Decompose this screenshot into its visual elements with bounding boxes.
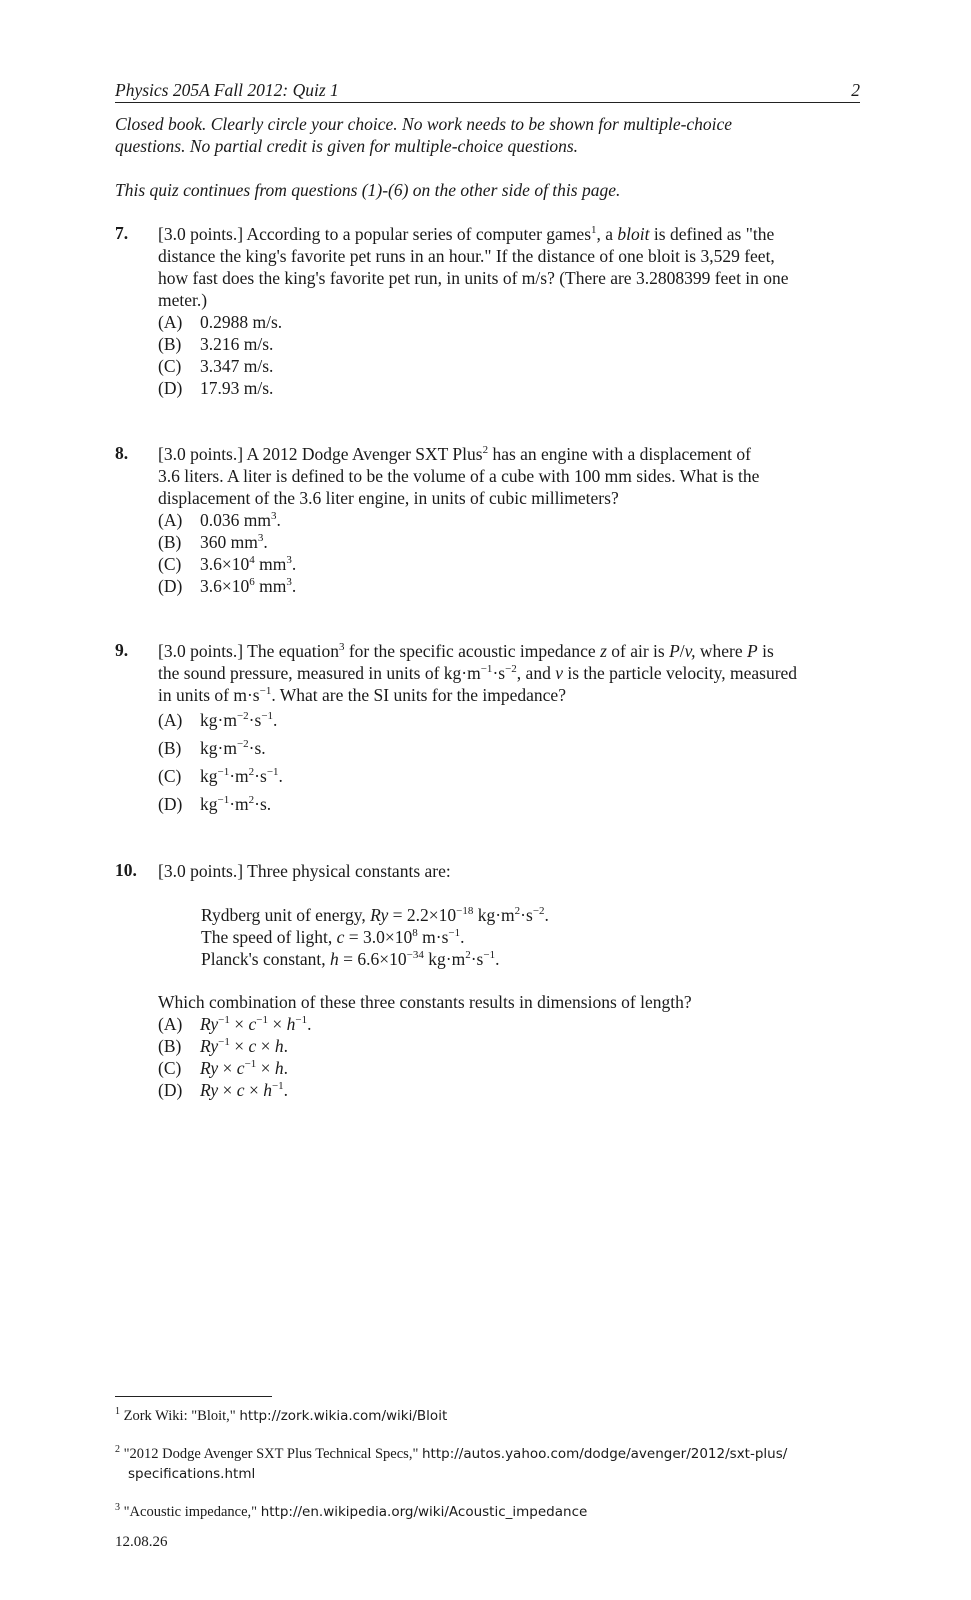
footnote-separator [115, 1396, 272, 1397]
footnote-2-continued [128, 1464, 255, 1484]
instructions-line-1: Closed book. Clearly circle your choice. No work needs to be shown for multiple-choice [115, 114, 733, 134]
question-7-option-c[interactable]: (C) 3.347 m/s. [158, 356, 274, 376]
question-10-option-a[interactable]: (A) $Ry^{-1} \times c^{-1} \times h^{-1}$. [158, 1014, 312, 1034]
question-8-line-1: [3.0 points.] A 2012 Dodge Avenger SXT Plus$^2$ has an engine with a displacement of [158, 444, 751, 464]
question-8-option-b[interactable]: (B) 360 $mm^3$. [158, 532, 268, 552]
document-date: 12.08.26 [115, 1534, 168, 1550]
question-8-number: 8. [115, 443, 129, 463]
question-8-option-a[interactable]: (A) 0.036 $mm^3$. [158, 510, 281, 530]
question-10-option-b[interactable]: (B) $Ry^{-1} \times c \times h$. [158, 1036, 289, 1056]
footnote-ref-3: 3 [338, 641, 345, 654]
question-7-option-d[interactable]: (D) 17.93 m/s. [158, 378, 274, 398]
footnote-ref-2: 2 [482, 444, 489, 457]
footnote-3-link[interactable]: http://en.wikipedia.org/wiki/Acoustic_impedance [260, 1504, 588, 1520]
question-9-line-2: the sound pressure, measured in units of $kg\cdot m^{-1}\cdot s^{-2}$, and v is the particle velocity, measured [158, 663, 798, 683]
question-7-option-a[interactable]: (A) 0.2988 m/s. [158, 312, 283, 332]
continuation-note: This quiz continues from questions (1)-(6) on the other side of this page. [115, 180, 621, 200]
footnote-ref-1: 1 [591, 224, 597, 237]
question-7-line-2: distance the king's favorite pet runs in an hour." If the distance of one bloit is 3,529 feet, [158, 246, 775, 266]
rydberg-constant: Rydberg unit of energy, $Ry = 2.2\times 10^{-18}$ $kg\cdot m^2\cdot s^{-2}$. [201, 905, 549, 925]
question-9-option-a[interactable]: (A) $kg\cdot m^{-2}\cdot s^{-1}$. [158, 710, 278, 730]
question-9-option-b[interactable]: (B) $kg\cdot m^{-2}\cdot s$. [158, 738, 266, 758]
page-header [115, 80, 860, 103]
question-9-option-c[interactable]: (C) $kg^{-1}\cdot m^2\cdot s^{-1}$. [158, 766, 283, 786]
question-7-option-b[interactable]: (B) 3.216 m/s. [158, 334, 274, 354]
question-9-number: 9. [115, 640, 129, 660]
question-8-option-c[interactable]: (C) $3.6\times 10^4$ $mm^3$. [158, 554, 297, 574]
question-10-option-d[interactable]: (D) $Ry \times c \times h^{-1}$. [158, 1080, 289, 1100]
footnote-2-link[interactable]: http://autos.yahoo.com/dodge/avenger/2012/sxt-plus/ [422, 1446, 788, 1462]
question-7-line-3: how fast does the king's favorite pet run, in units of m/s? (There are 3.2808399 feet in one [158, 268, 789, 288]
question-10-option-c[interactable]: (C) $Ry \times c^{-1} \times h$. [158, 1058, 289, 1078]
question-7-line-4: meter.) [158, 290, 208, 310]
footnote-2: $^2$ "2012 Dodge Avenger SXT Plus Technical Specs," http://autos.yahoo.com/dodge/avenger/2012/sxt-plus/ [115, 1444, 788, 1462]
question-9-line-1: [3.0 points.] The equation$^3$ for the specific acoustic impedance z of air is P/v, where P is [158, 641, 774, 661]
question-7-number: 7. [115, 223, 129, 243]
document-title: Physics 205A Fall 2012: Quiz 1 [115, 80, 339, 100]
question-9-option-d[interactable]: (D) $kg^{-1}\cdot m^2\cdot s$. [158, 794, 272, 814]
question-7-line-1: [3.0 points.] According to a popular series of computer games$^1$, a bloit is defined as "the [158, 224, 775, 244]
instructions-line-2: questions. No partial credit is given for multiple-choice questions. [115, 136, 579, 156]
question-8-option-d[interactable]: (D) $3.6\times 10^6$ $mm^3$. [158, 576, 297, 596]
question-8-line-2: 3.6 liters. A liter is defined to be the volume of a cube with 100 mm sides. What is the [158, 466, 760, 486]
footnote-1-link[interactable]: http://zork.wikia.com/wiki/Bloit [239, 1408, 448, 1424]
footnote-1: $^1$ Zork Wiki: "Bloit," http://zork.wikia.com/wiki/Bloit [115, 1406, 448, 1424]
question-10-line-1: [3.0 points.] Three physical constants are: [158, 861, 451, 881]
question-9-line-3: in units of $m\cdot s^{-1}$. What are the SI units for the impedance? [158, 685, 566, 705]
footnote-3: $^3$ "Acoustic impedance," http://en.wikipedia.org/wiki/Acoustic_impedance [115, 1502, 588, 1520]
footnote-2-link-continued[interactable]: specifications.html [128, 1466, 256, 1482]
speed-of-light-constant: The speed of light, $c = 3.0\times 10^8$ $m\cdot s^{-1}$. [201, 927, 465, 947]
page-number: 2 [851, 80, 860, 100]
planck-constant: Planck's constant, $h = 6.6\times 10^{-34}$ $kg\cdot m^2\cdot s^{-1}$. [201, 949, 500, 969]
question-8-line-3: displacement of the 3.6 liter engine, in units of cubic millimeters? [158, 488, 619, 508]
question-10-prompt: Which combination of these three constants results in dimensions of length? [158, 992, 692, 1012]
question-10-number: 10. [115, 860, 137, 880]
